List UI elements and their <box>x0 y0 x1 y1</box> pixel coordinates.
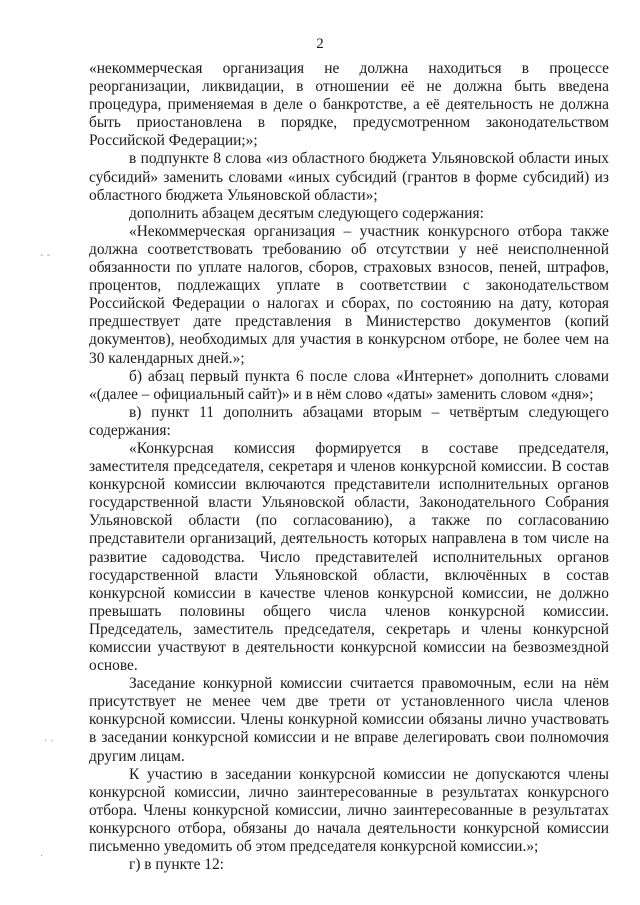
scan-artifact-mark: . <box>40 848 44 859</box>
paragraph-item-b: б) абзац первый пункта 6 после слова «Интернет» дополнить словами «(далее – официальный сайт)» и в нём слово «даты» заменить словом «дня»; <box>89 367 609 403</box>
paragraph-subclause-8: в подпункте 8 слова «из областного бюджета Ульяновской области иных субсидий» заменить словами «иных субсидий (грантов в форме субсидий) из областного бюджета Ульяновской области»; <box>89 150 609 204</box>
scan-artifact-mark: - - <box>40 250 51 261</box>
page-number: 2 <box>316 36 324 52</box>
paragraph-item-v: в) пункт 11 дополнить абзацами вторым – четвёртым следующего содержания: <box>89 403 609 439</box>
paragraph-tax-requirement: «Некоммерческая организация – участник конкурсного отбора также должна соответствовать требованию об отсутствии у неё неисполненной обязанности по уплате налогов, сборов, страховых взносов, пеней, штрафов, процентов, подлежащих уплате в соответствии с законодательством Российской Федерации о налогах и сборах, по состоянию на дату, которая предшествует дате представления в Министерство документов (копий документов), необходимых для участия в конкурсном отборе, не более чем на 30 календарных дней.»; <box>89 222 609 367</box>
scan-artifact-mark: . . <box>44 733 54 744</box>
paragraph-item-g: г) в пункте 12: <box>129 856 224 874</box>
document-body <box>89 60 609 874</box>
paragraph-org-requirements: «некоммерческая организация не должна находиться в процессе реорганизации, ликвидации, в отношении её не должна быть введена процедура, применяемая в деле о банкротстве, а её деятельность не должна быть приостановлена в порядке, предусмотренном законодательством Российской Федерации;»; <box>89 60 609 150</box>
paragraph-conflict-of-interest: К участию в заседании конкурсной комиссии не допускаются члены конкурсной комиссии, лично заинтересованные в результатах конкурсного отбора. Члены конкурсной комиссии, лично заинтересованные в результатах конкурсного отбора, обязаны до начала деятельности конкурсной комиссии письменно уведомить об этом председателя конкурсной комиссии.»; <box>89 765 609 856</box>
paragraph-quorum: Заседание конкурной комиссии считается правомочным, если на нём присутствует не менее чем две трети от установленного числа членов конкурсной комиссии. Члены конкурной комиссии обязаны лично участвовать в заседании конкурсной комиссии и не вправе делегировать свои полномочия другим лицам. <box>89 675 609 765</box>
paragraph-add-tenth: дополнить абзацем десятым следующего содержания: <box>129 204 484 222</box>
paragraph-commission-composition: «Конкурсная комиссия формируется в составе председателя, заместителя председателя, секретаря и членов конкурсной комиссии. В состав конкурсной комиссии включаются представители исполнительных органов государственной власти Ульяновской области, Законодательного Собрания Ульяновской области (по согласованию), а также по согласованию представители организаций, деятельность которых направлена в том числе на развитие садоводства. Число представителей исполнительных органов государственной власти Ульяновской области, включённых в состав конкурсной комиссии в качестве членов конкурсной комиссии, не должно превышать половины общего числа членов конкурсной комиссии. Председатель, заместитель председателя, секретарь и члены конкурсной комиссии участвуют в деятельности конкурсной комиссии на безвозмездной основе. <box>89 439 609 675</box>
